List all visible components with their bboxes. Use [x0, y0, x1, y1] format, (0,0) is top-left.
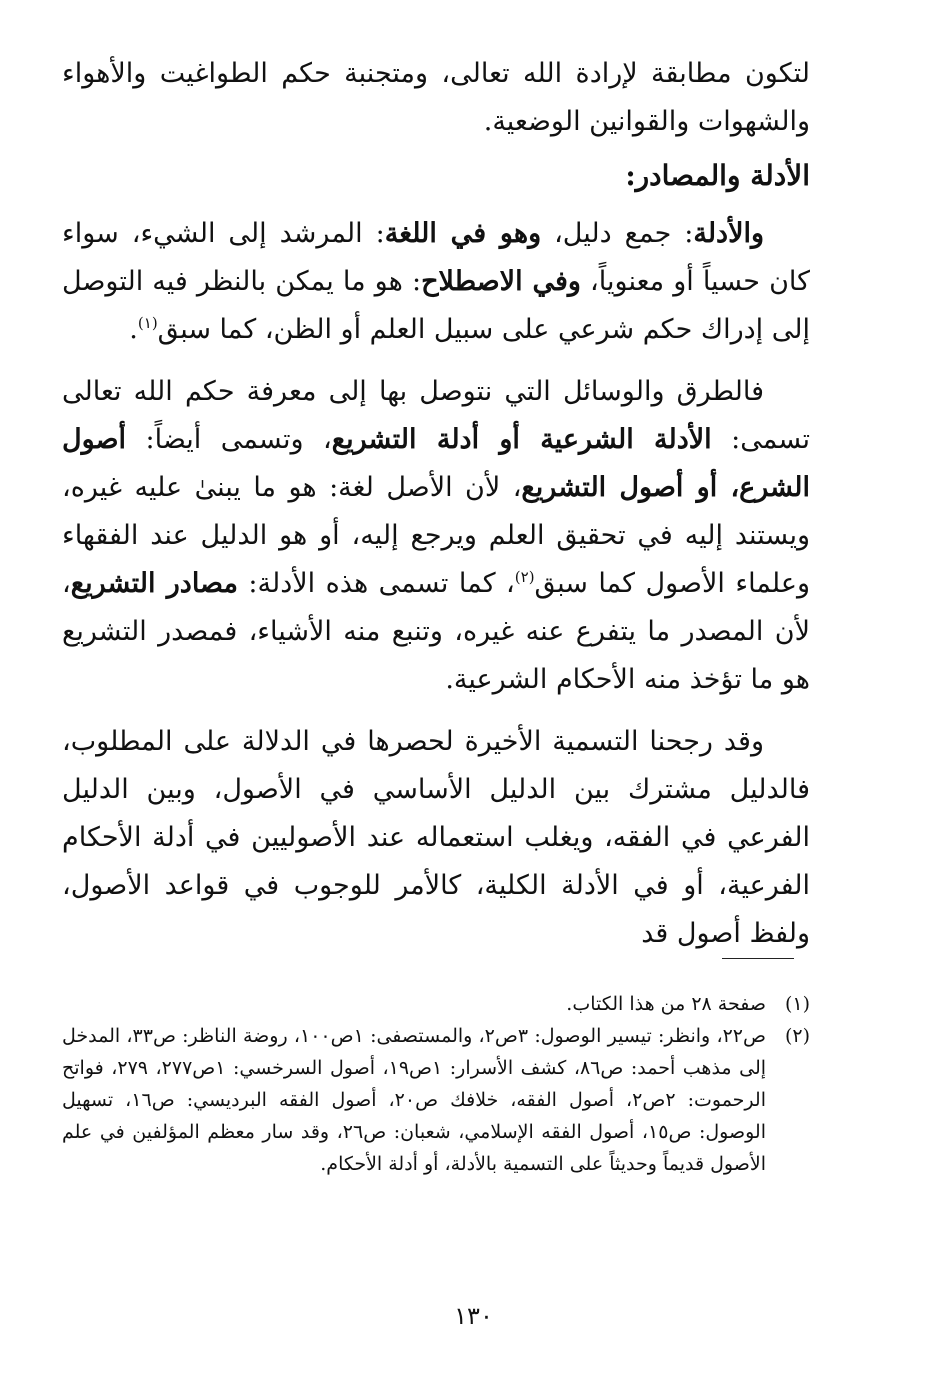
- footnote-1: [62, 988, 810, 1020]
- text-run: : المرشد إلى الشيء، سواء كان حسياً أو معنوياً،: [62, 218, 810, 297]
- footnote-text: صفحة ٢٨ من هذا الكتاب.: [566, 993, 766, 1015]
- text-run: ، لأن الأصل لغة: هو ما يبنىٰ عليه غيره، ويستند إليه في تحقيق العلم ويرجع إليه، أو هو الدليل عند الفقهاء وعلماء الأصول كما سبق: [62, 472, 810, 599]
- text-run: : جمع دليل،: [541, 218, 694, 249]
- term-lugha: وهو في اللغة: [384, 218, 542, 249]
- footnotes: [62, 988, 810, 1180]
- text-run: ، كما تسمى هذه الأدلة:: [237, 568, 515, 599]
- term-masadir-tashri: مصادر التشريع: [70, 568, 238, 599]
- paragraph-intro: لتكون مطابقة لإرادة الله تعالى، ومتجنبة حكم الطواغيت والأهواء والشهوات والقوانين الوضعية.: [62, 58, 810, 137]
- footnote-number: (١): [784, 993, 810, 1015]
- text-run: .: [129, 314, 138, 345]
- term-usul-shar: أصول الشرع، أو أصول التشريع: [62, 424, 810, 503]
- footnote-separator: [722, 958, 794, 959]
- term-istilah: وفي الاصطلاح: [421, 266, 581, 297]
- term-adilla: والأدلة: [693, 218, 765, 249]
- text-run: : هو ما يمكن بالنظر فيه التوصل إلى إدراك حكم شرعي على سبيل العلم أو الظن، كما سبق: [62, 266, 810, 345]
- term-adilla-shariyya: الأدلة الشرعية أو أدلة التشريع: [331, 424, 712, 455]
- footnote-2: [62, 1020, 810, 1180]
- footnote-ref-1[interactable]: (١): [137, 314, 158, 332]
- section-heading: الأدلة والمصادر:: [625, 159, 810, 192]
- paragraph-preference: وقد رجحنا التسمية الأخيرة لحصرها في الدلالة على المطلوب، فالدليل مشترك بين الدليل الأساسي في الأصول، وبين الدليل الفرعي في الفقه، ويغلب استعماله عند الأصوليين في أدلة الأحكام الفرعية، أو في الأدلة الكلية، كالأمر للوجوب في قواعد الأصول، ولفظ أصول قد: [62, 726, 810, 949]
- text-run: ، وتسمى أيضاً:: [126, 424, 332, 455]
- footnote-number: (٢): [784, 1025, 810, 1047]
- footnote-ref-2[interactable]: (٢): [514, 568, 535, 586]
- paragraph-names: [62, 368, 810, 704]
- main-text: [62, 50, 810, 958]
- text-run: فالطرق والوسائل التي نتوصل بها إلى معرفة حكم الله تعالى تسمى:: [62, 376, 810, 455]
- text-run: ، لأن المصدر ما يتفرع عنه غيره، وتنبع منه الأشياء، فمصدر التشريع هو ما تؤخذ منه الأحكام الشرعية.: [62, 568, 810, 695]
- footnote-text: ص٢٢، وانظر: تيسير الوصول: ٣ص٢، والمستصفى: ١ص١٠٠، روضة الناظر: ص٣٣، المدخل إلى مذهب أحمد: ص٨٦، كشف الأسرار: ١ص١٩، أصول السرخسي: ١ص٢٧٧، ٢٧٩، فواتح الرحموت: ٢ص٢، أصول الفقه، خلافك ص٢٠، أصول الفقه البرديسي: ص١٦، تسهيل الوصول: ص١٥، أصول الفقه الإسلامي، شعبان: ص٢٦، وقد سار معظم المؤلفين في علم الأصول قديماً وحديثاً على التسمية بالأدلة، أو أدلة الأحكام.: [62, 1025, 767, 1175]
- paragraph-definition: [62, 210, 810, 354]
- page-number: ١٣٠: [454, 1302, 493, 1330]
